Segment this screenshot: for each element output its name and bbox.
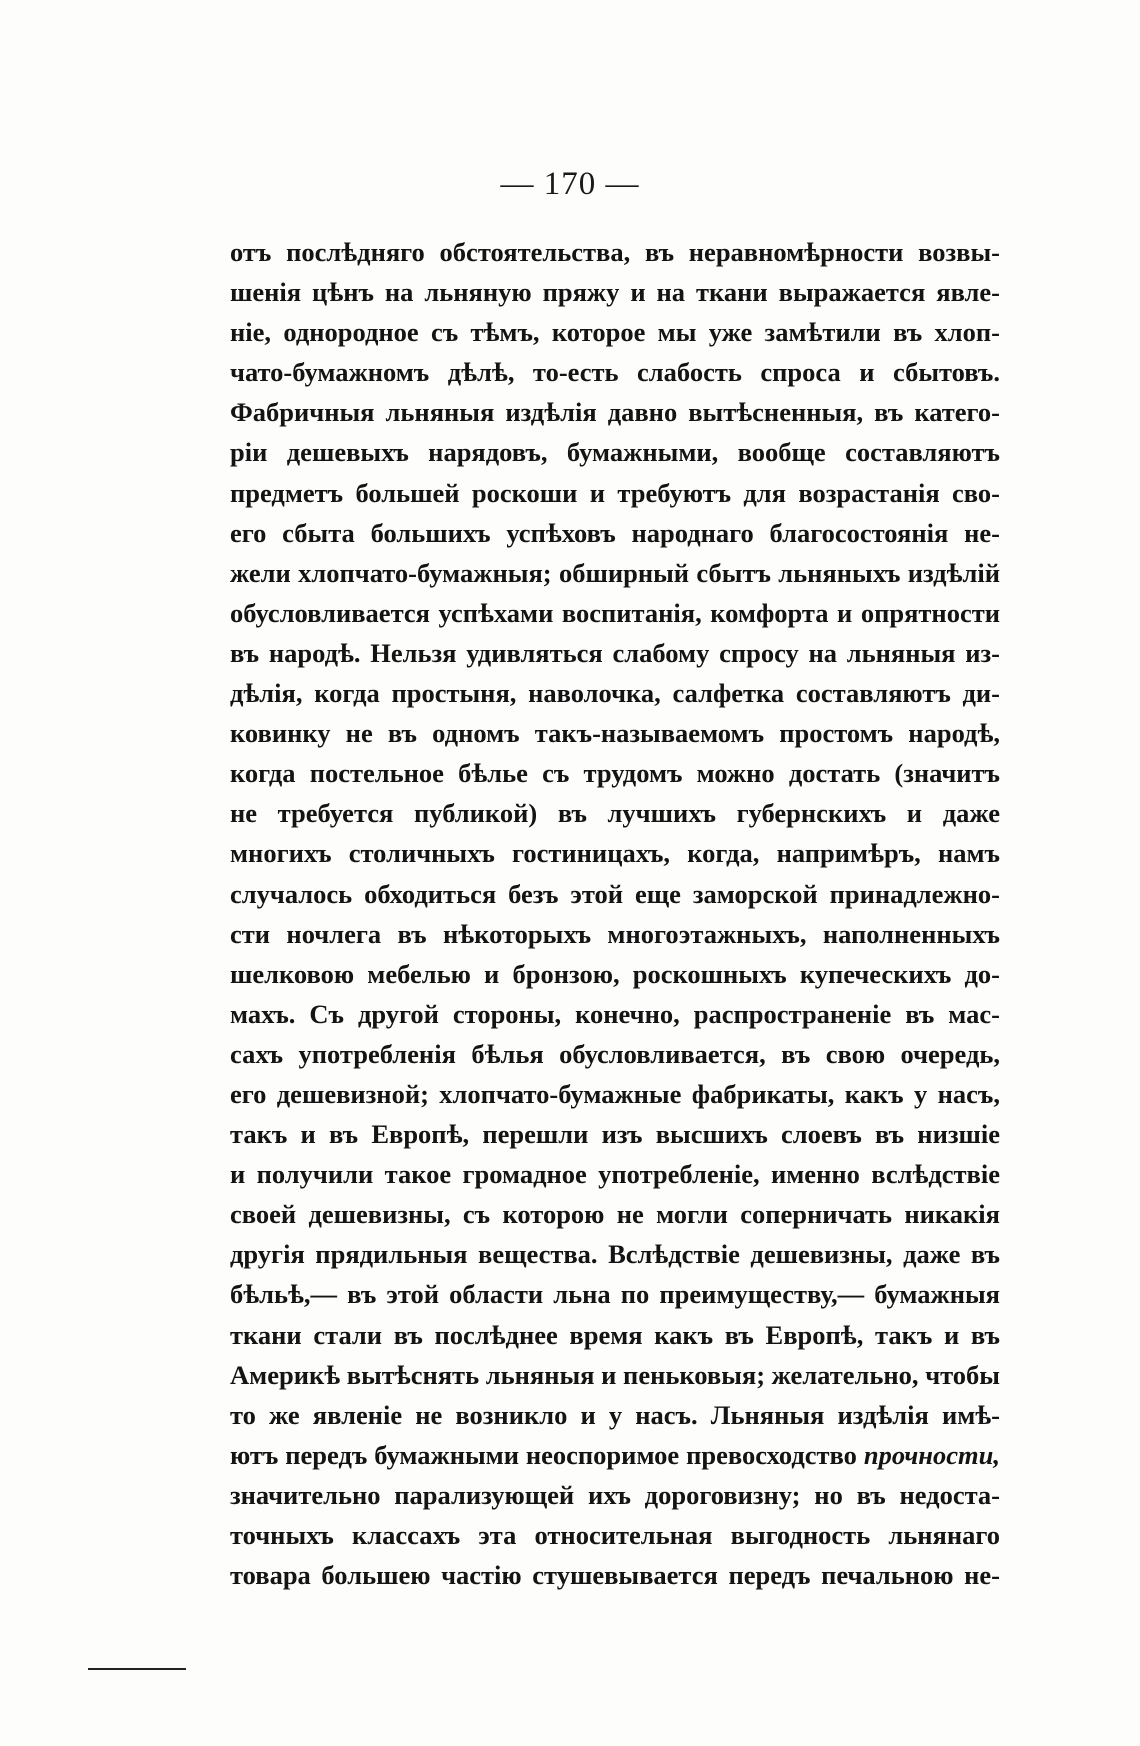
text-line: Фабричныя льняныя издѣлія давно вытѣсненныя, въ катего- (230, 397, 1000, 428)
text-line: шелковою мебелью и бронзою, роскошныхъ купеческихъ до- (230, 958, 1000, 989)
text-line: шенія цѣнъ на льняную пряжу и на ткани выражается явле- (230, 277, 1000, 308)
text-line: въ народѣ. Нельзя удивляться слабому спросу на льняныя из- (230, 637, 1000, 668)
text-line: предметъ большей роскоши и требуютъ для возрастанія сво- (230, 477, 1000, 508)
text-line: ріи дешевыхъ нарядовъ, бумажными, вообще составляютъ (230, 437, 1000, 468)
text-line: бѣльѣ,— въ этой области льна по преимуществу,— бумажныя (230, 1279, 1000, 1310)
text-line: не требуется публикой) въ лучшихъ губернскихъ и даже (230, 798, 1000, 829)
text-line: ткани стали въ послѣднее время какъ въ Европѣ, такъ и въ (230, 1319, 1000, 1350)
text-line: когда постельное бѣлье съ трудомъ можно достать (значитъ (230, 758, 1000, 789)
text-line: его сбыта большихъ успѣховъ народнаго благосостоянія не- (230, 517, 1000, 548)
text-line: другія прядильныя вещества. Вслѣдствіе дешевизны, даже въ (230, 1239, 1000, 1270)
text-line: товара большею частію стушевывается передъ печальною не- (230, 1560, 1000, 1591)
text-line: обусловливается успѣхами воспитанія, комфорта и опрятности (230, 597, 1000, 628)
text-line: ніе, однородное съ тѣмъ, которое мы уже замѣтили въ хлоп- (230, 317, 1000, 348)
text-line-with-italic (230, 1435, 1000, 1475)
text-line: жели хлопчато-бумажныя; обширный сбытъ льняныхъ издѣлій (230, 557, 1000, 588)
text-line: своей дешевизны, съ которою не могли соперничать никакія (230, 1199, 1000, 1230)
text-line: ковинку не въ одномъ такъ-называемомъ простомъ народѣ, (230, 718, 1000, 749)
text-line: то же явленіе не возникло и у насъ. Льняныя издѣлія имѣ- (230, 1399, 1000, 1430)
text-line: случалось обходиться безъ этой еще заморской принадлежно- (230, 878, 1000, 909)
italic-emphasis: прочности, (863, 1439, 1000, 1470)
text-line: отъ послѣдняго обстоятельства, въ неравномѣрности возвы- (230, 237, 1000, 267)
text-line: чато-бумажномъ дѣлѣ, то-есть слабость спроса и сбытовъ. (230, 357, 1000, 388)
text-line: и получили такое громадное употребленіе, именно вслѣдствіе (230, 1159, 1000, 1190)
text-line: сти ночлега въ нѣкоторыхъ многоэтажныхъ, наполненныхъ (230, 918, 1000, 949)
text-line: многихъ столичныхъ гостиницахъ, когда, напримѣръ, намъ (230, 838, 1000, 869)
text-line: его дешевизной; хлопчато-бумажные фабрикаты, какъ у насъ, (230, 1078, 1000, 1109)
footnote-rule (88, 1668, 186, 1670)
text-line: махъ. Съ другой стороны, конечно, распространеніе въ мас- (230, 998, 1000, 1029)
page-number: — 170 — (500, 166, 640, 202)
text-line: Америкѣ вытѣснять льняныя и пеньковыя; желательно, чтобы (230, 1359, 1000, 1390)
text-line: дѣлія, когда простыня, наволочка, салфетка составляютъ ди- (230, 678, 1000, 709)
text-line: значительно парализующей ихъ дороговизну; но въ недоста- (230, 1479, 1000, 1510)
text-line-part: ютъ передъ бумажными неоспоримое превосходство (230, 1439, 857, 1470)
body-text (230, 232, 1000, 1595)
text-line: сахъ употребленія бѣлья обусловливается, въ свою очередь, (230, 1038, 1000, 1069)
text-line: точныхъ классахъ эта относительная выгодность льнянаго (230, 1520, 1000, 1550)
text-line: такъ и въ Европѣ, перешли изъ высшихъ слоевъ въ низшіе (230, 1119, 1000, 1150)
